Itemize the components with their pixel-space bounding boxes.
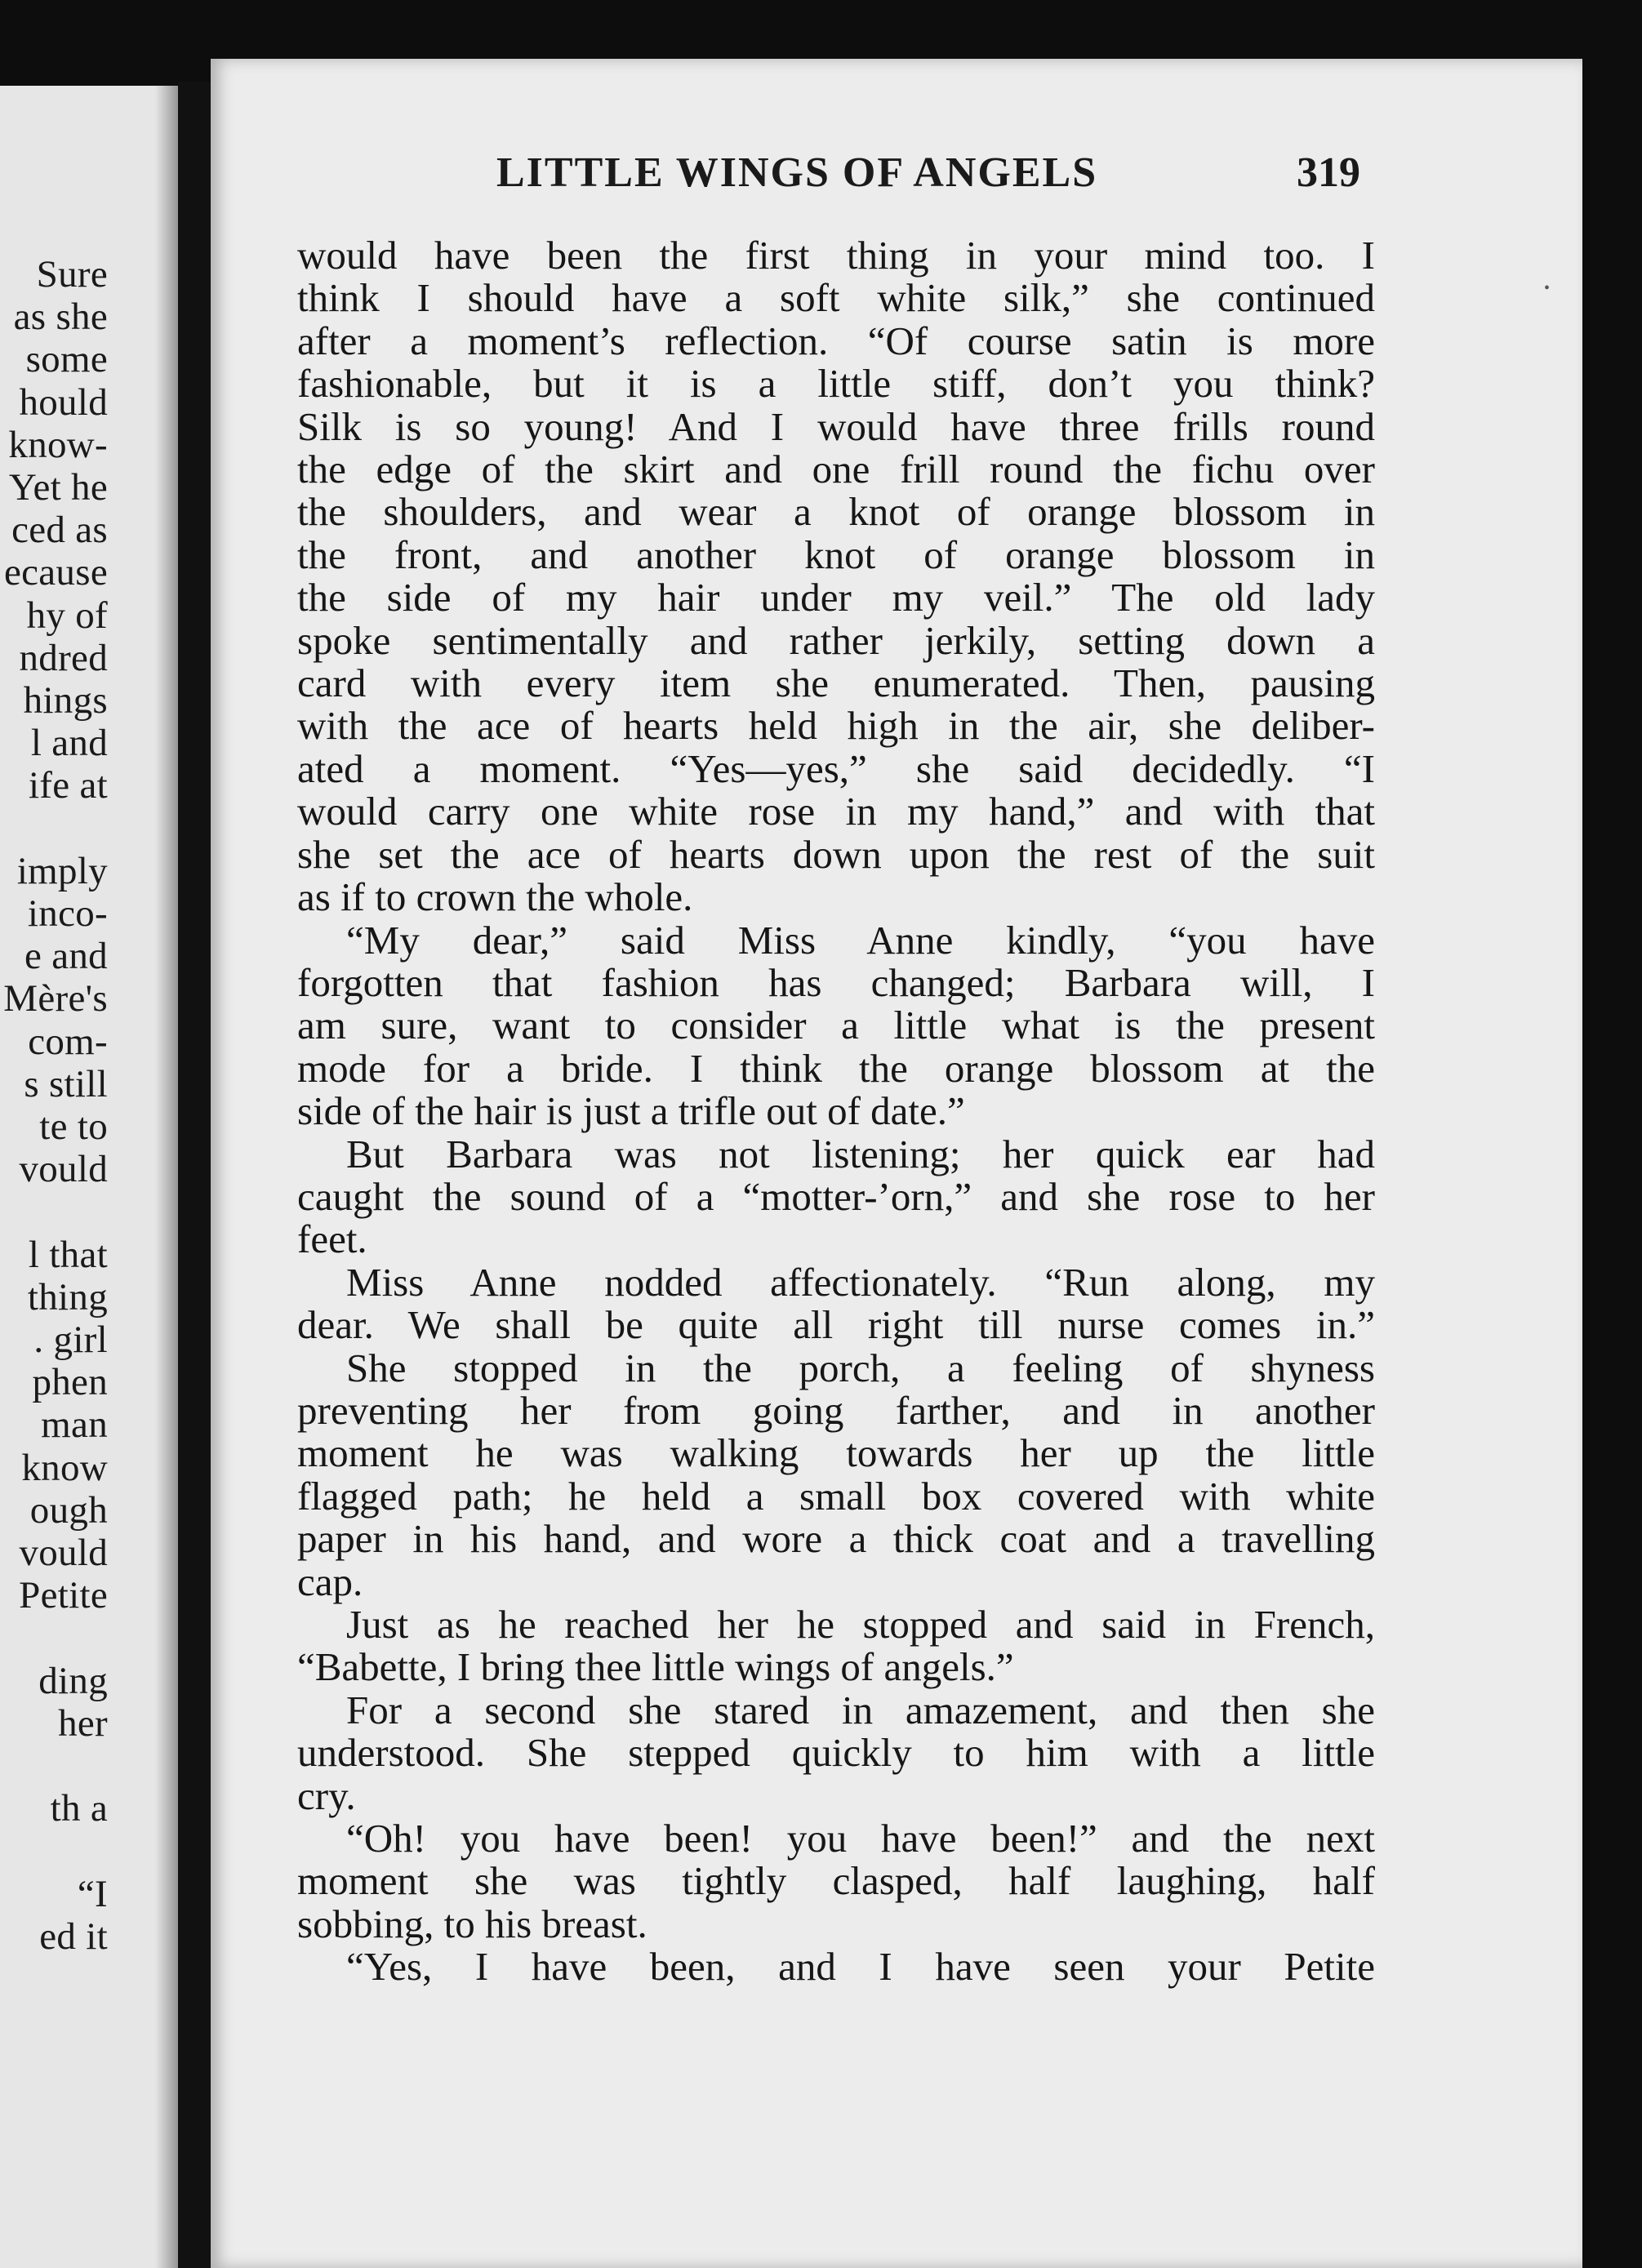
body-text [297, 234, 1375, 1989]
text-line: “Babette, I bring thee little wings of angels.” [297, 1644, 1014, 1690]
text-line: dear. We shall be quite all right till nurse comes in.” [297, 1302, 1375, 1348]
left-page-line: phen [32, 1361, 108, 1404]
running-title: LITTLE WINGS OF ANGELS [496, 149, 1098, 196]
left-page-line: hy of [26, 594, 108, 637]
text-line: would have been the first thing in your mind too. I [297, 233, 1375, 278]
text-line: Miss Anne nodded affectionately. “Run along, my [346, 1259, 1375, 1305]
text-line: understood. She stepped quickly to him with a little [297, 1730, 1375, 1776]
text-line: the edge of the skirt and one frill round the fichu over [297, 447, 1375, 492]
left-page-line: te to [39, 1105, 108, 1148]
left-page-line: ed it [39, 1914, 108, 1958]
left-page-line: l and [30, 722, 108, 765]
left-page-line: as she [13, 296, 108, 339]
page-header [211, 149, 1582, 214]
left-page-line: Sure [36, 253, 108, 296]
left-page-line: ecause [3, 551, 108, 594]
text-line: forgotten that fashion has changed; Barbara will, I [297, 959, 1375, 1005]
text-line: the front, and another knot of orange blossom in [297, 531, 1375, 577]
left-page-line: some [25, 338, 108, 381]
text-line: she set the ace of hearts down upon the rest of the suit [297, 831, 1375, 877]
left-page-line: ife at [28, 764, 108, 807]
left-page-line: hings [23, 679, 108, 722]
text-line: would carry one white rose in my hand,” and with that [297, 789, 1375, 834]
text-line: moment he was walking towards her up the little [297, 1430, 1375, 1476]
margin-mark: • [1543, 279, 1550, 297]
text-line: after a moment’s reflection. “Of course satin is more [297, 318, 1375, 363]
text-line: feet. [297, 1216, 367, 1262]
left-page-line: ough [29, 1488, 108, 1532]
text-line: think I should have a soft white silk,” she continued [297, 275, 1375, 321]
left-facing-page [0, 86, 178, 2268]
left-page-line: inco- [27, 892, 108, 935]
text-line: cry. [297, 1772, 356, 1818]
text-line: ated a moment. “Yes—yes,” she said decidedly. “I [297, 745, 1375, 791]
left-page-line: vould [19, 1148, 108, 1191]
left-page-line: com- [28, 1020, 108, 1063]
left-page-line: ndred [19, 636, 108, 679]
text-line: spoke sentimentally and rather jerkily, setting down a [297, 617, 1375, 663]
text-line: paper in his hand, and wore a thick coat and a travelling [297, 1516, 1375, 1562]
text-line: fashionable, but it is a little stiff, don’t you think? [297, 361, 1375, 407]
left-page-line: hould [19, 380, 108, 424]
text-line: side of the hair is just a trifle out of date.” [297, 1088, 965, 1134]
text-line: am sure, want to consider a little what is the present [297, 1003, 1375, 1048]
left-page-line: Petite [19, 1574, 108, 1617]
left-page-line: Mère's [3, 977, 108, 1021]
left-page-line: ding [38, 1659, 108, 1702]
text-line: sobbing, to his breast. [297, 1901, 647, 1946]
left-page-line: her [58, 1701, 108, 1745]
text-line: For a second she stared in amazement, and then she [346, 1687, 1375, 1732]
left-page-line: Yet he [8, 466, 108, 509]
text-line: with the ace of hearts held high in the air, she deliber- [297, 703, 1375, 749]
text-line: as if to crown the whole. [297, 874, 693, 920]
text-line: caught the sound of a “motter-’orn,” and she rose to her [297, 1173, 1375, 1219]
text-line: mode for a bride. I think the orange blossom at the [297, 1045, 1375, 1091]
left-page-line: imply [16, 849, 108, 892]
text-line: flagged path; he held a small box covered with white [297, 1473, 1375, 1519]
left-page-line: thing [27, 1275, 108, 1319]
text-line: “Oh! you have been! you have been!” and the next [346, 1816, 1375, 1861]
left-page-line: l that [28, 1233, 108, 1276]
left-page-line: ced as [11, 509, 108, 552]
left-page-line: th a [50, 1787, 108, 1830]
text-line: But Barbara was not listening; her quick ear had [346, 1131, 1375, 1176]
text-line: “Yes, I have been, and I have seen your Petite [346, 1944, 1375, 1990]
left-page-line: “I [77, 1872, 108, 1915]
text-line: cap. [297, 1559, 363, 1604]
left-page-line: . girl [33, 1319, 108, 1361]
left-page-line: know [21, 1446, 108, 1489]
text-line: the side of my hair under my veil.” The old lady [297, 575, 1375, 620]
text-line: “My dear,” said Miss Anne kindly, “you have [346, 917, 1375, 963]
text-line: preventing her from going farther, and in another [297, 1387, 1375, 1433]
page-number: 319 [1297, 149, 1360, 196]
gutter-shadow [155, 86, 178, 2268]
main-page [211, 59, 1582, 2268]
text-line: She stopped in the porch, a feeling of shyness [346, 1345, 1375, 1390]
book-spine [178, 82, 212, 2268]
text-line: Just as he reached her he stopped and said in French, [346, 1602, 1375, 1647]
left-page-line: vould [19, 1532, 108, 1574]
text-line: Silk is so young! And I would have three frills round [297, 403, 1375, 449]
left-page-line: s still [24, 1062, 108, 1105]
text-line: the shoulders, and wear a knot of orange blossom in [297, 489, 1375, 535]
text-line: moment she was tightly clasped, half laughing, half [297, 1858, 1375, 1904]
left-page-line: e and [24, 935, 108, 978]
left-page-line: know- [8, 423, 108, 466]
left-page-line: man [41, 1403, 108, 1447]
text-line: card with every item she enumerated. Then, pausing [297, 660, 1375, 706]
